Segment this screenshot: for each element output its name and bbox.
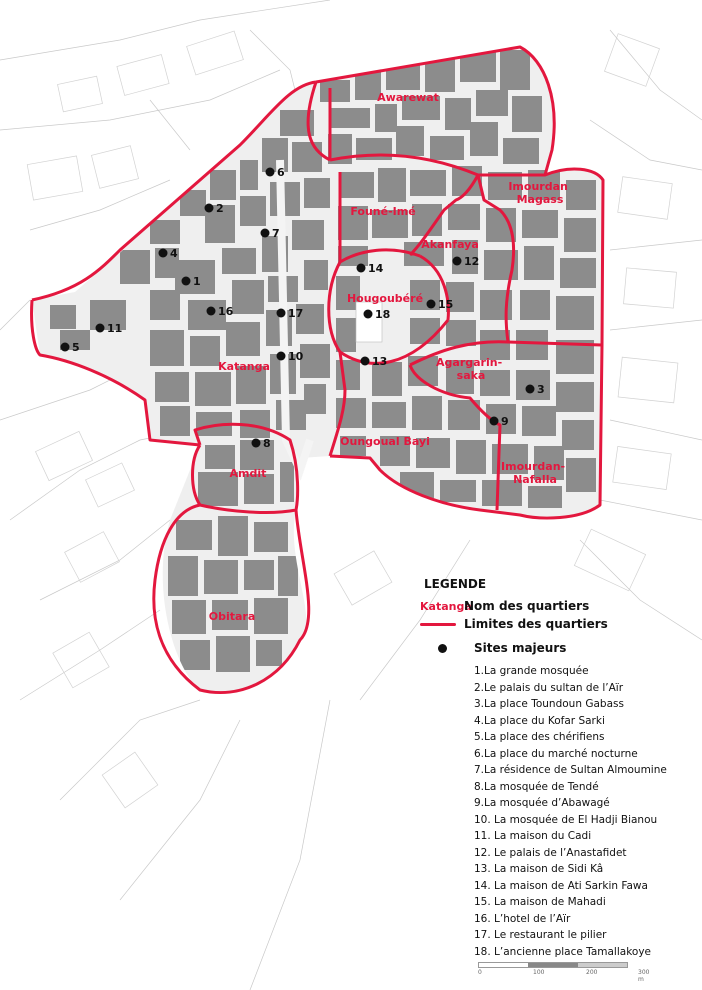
sites-list-item: 18. L’ancienne place Tamallakoye (474, 945, 652, 958)
legend-title: LEGENDE (424, 577, 487, 591)
site-number-2: 2 (216, 202, 224, 215)
sites-list-item: 15. La maison de Mahadi (474, 896, 606, 908)
legend-row-quarter-names (420, 597, 700, 615)
site-dot-12 (453, 257, 462, 266)
site-number-17: 17 (288, 307, 304, 320)
sites-list-item: 8.La mosquée de Tendé (474, 780, 599, 793)
legend-sample-quarter-name: Katanga (420, 599, 472, 613)
quarter-label-akanfaya: Akanfaya (421, 238, 479, 251)
sites-list-item: 1.La grande mosquée (474, 665, 589, 677)
quarter-label-foune-ime: Founé-Imé (350, 205, 416, 218)
legend-label-limits: Limites des quartiers (464, 617, 608, 631)
sites-list-item: 6.La place du marché nocturne (474, 747, 638, 760)
site-number-11: 11 (107, 322, 123, 335)
site-number-13: 13 (372, 355, 388, 368)
sites-list-item: 12. Le palais de l’Anastafidet (474, 846, 627, 859)
site-dot-2 (205, 204, 214, 213)
quarter-label-agargarin-saka-text-line-2: saka (456, 369, 486, 382)
legend-row-sites (420, 639, 700, 657)
quarter-label-hougoubere: Hougoubéré (346, 292, 424, 305)
site-dot-1 (182, 277, 191, 286)
site-dot-13 (361, 357, 370, 366)
site-dot-4 (159, 249, 168, 258)
sites-list-item: 10. La mosquée de El Hadji Bianou (474, 813, 658, 826)
map-legend (420, 577, 700, 960)
site-dot-8 (252, 439, 261, 448)
quarter-label-imourdan-magass-text-line-2: Magass (516, 193, 564, 206)
sites-list-item: 14. La maison de Ati Sarkin Fawa (474, 879, 648, 892)
sites-list-item: 4.La place du Kofar Sarki (474, 714, 605, 727)
site-dot-9 (490, 417, 499, 426)
quarter-label-awarewat: Awarewat (377, 91, 439, 104)
site-dot-6 (266, 168, 275, 177)
sites-list-item: 11. La maison du Cadi (474, 830, 592, 842)
sites-list-item: 13. La maison de Sidi Kâ (474, 863, 604, 875)
site-dot-17 (277, 309, 286, 318)
site-number-18: 18 (375, 308, 391, 321)
site-number-1: 1 (193, 275, 201, 288)
legend-row-limits (420, 615, 700, 633)
sites-list-item: 17. Le restaurant le pilier (474, 929, 607, 941)
site-number-12: 12 (464, 255, 480, 268)
site-dot-15 (427, 300, 436, 309)
site-dot-14 (357, 264, 366, 273)
quarter-label-amdit: Amdit (229, 467, 267, 480)
site-number-7: 7 (272, 227, 280, 240)
site-number-4: 4 (170, 247, 178, 260)
quarter-label-imourdan-nafalla-text: Imourdan- (501, 460, 566, 473)
scale-bar-labels (478, 968, 650, 983)
sites-list-item: 16. L’hotel de l’Aïr (474, 912, 571, 925)
scale-tick-200: 200 (586, 969, 598, 976)
site-dot-16 (207, 307, 216, 316)
sites-list (474, 663, 700, 960)
legend-boundary-line-icon (420, 623, 456, 626)
quarter-label-imourdan-nafalla-text-line-2: Nafalla (513, 473, 557, 486)
site-dot-5 (61, 343, 70, 352)
site-number-16: 16 (218, 305, 234, 318)
scale-tick-100: 100 (533, 969, 545, 976)
scale-tick-0: 0 (478, 969, 482, 976)
site-number-10: 10 (288, 350, 304, 363)
site-dot-18 (364, 310, 373, 319)
sites-list-item: 9.La mosquée d’Abawagé (474, 797, 610, 809)
site-number-8: 8 (263, 437, 271, 450)
sites-list-item: 7.La résidence de Sultan Almoumine (474, 764, 667, 776)
site-dot-7 (261, 229, 270, 238)
legend-label-sites: Sites majeurs (474, 641, 567, 655)
quarter-label-obitara: Obitara (208, 610, 256, 623)
legend-site-dot-icon (438, 644, 447, 653)
site-number-5: 5 (72, 341, 80, 354)
site-number-14: 14 (368, 262, 384, 275)
sites-list-item: 5.La place des chérifiens (474, 731, 605, 743)
sites-list-item: 3.La place Toundoun Gabass (474, 698, 624, 710)
site-dot-3 (526, 385, 535, 394)
legend-label-quarter-names: Nom des quartiers (464, 599, 590, 613)
sites-list-item: 2.Le palais du sultan de l’Aïr (474, 681, 624, 694)
site-dot-10 (277, 352, 286, 361)
site-dot-11 (96, 324, 105, 333)
quarter-label-imourdan-magass (508, 180, 571, 206)
site-number-15: 15 (438, 298, 454, 311)
site-number-3: 3 (537, 383, 545, 396)
quarter-label-katanga: Katanga (218, 360, 270, 373)
quarter-label-oungoual-bayi: Oungoual Bayi (340, 435, 430, 448)
site-number-6: 6 (277, 166, 285, 179)
scale-tick-300: 300 m (638, 969, 650, 983)
quarter-label-agargarin-saka-text: Agargarin- (436, 356, 503, 369)
scale-bar (478, 962, 650, 983)
site-number-9: 9 (501, 415, 509, 428)
quarter-label-imourdan-magass-text: Imourdan (508, 180, 568, 193)
